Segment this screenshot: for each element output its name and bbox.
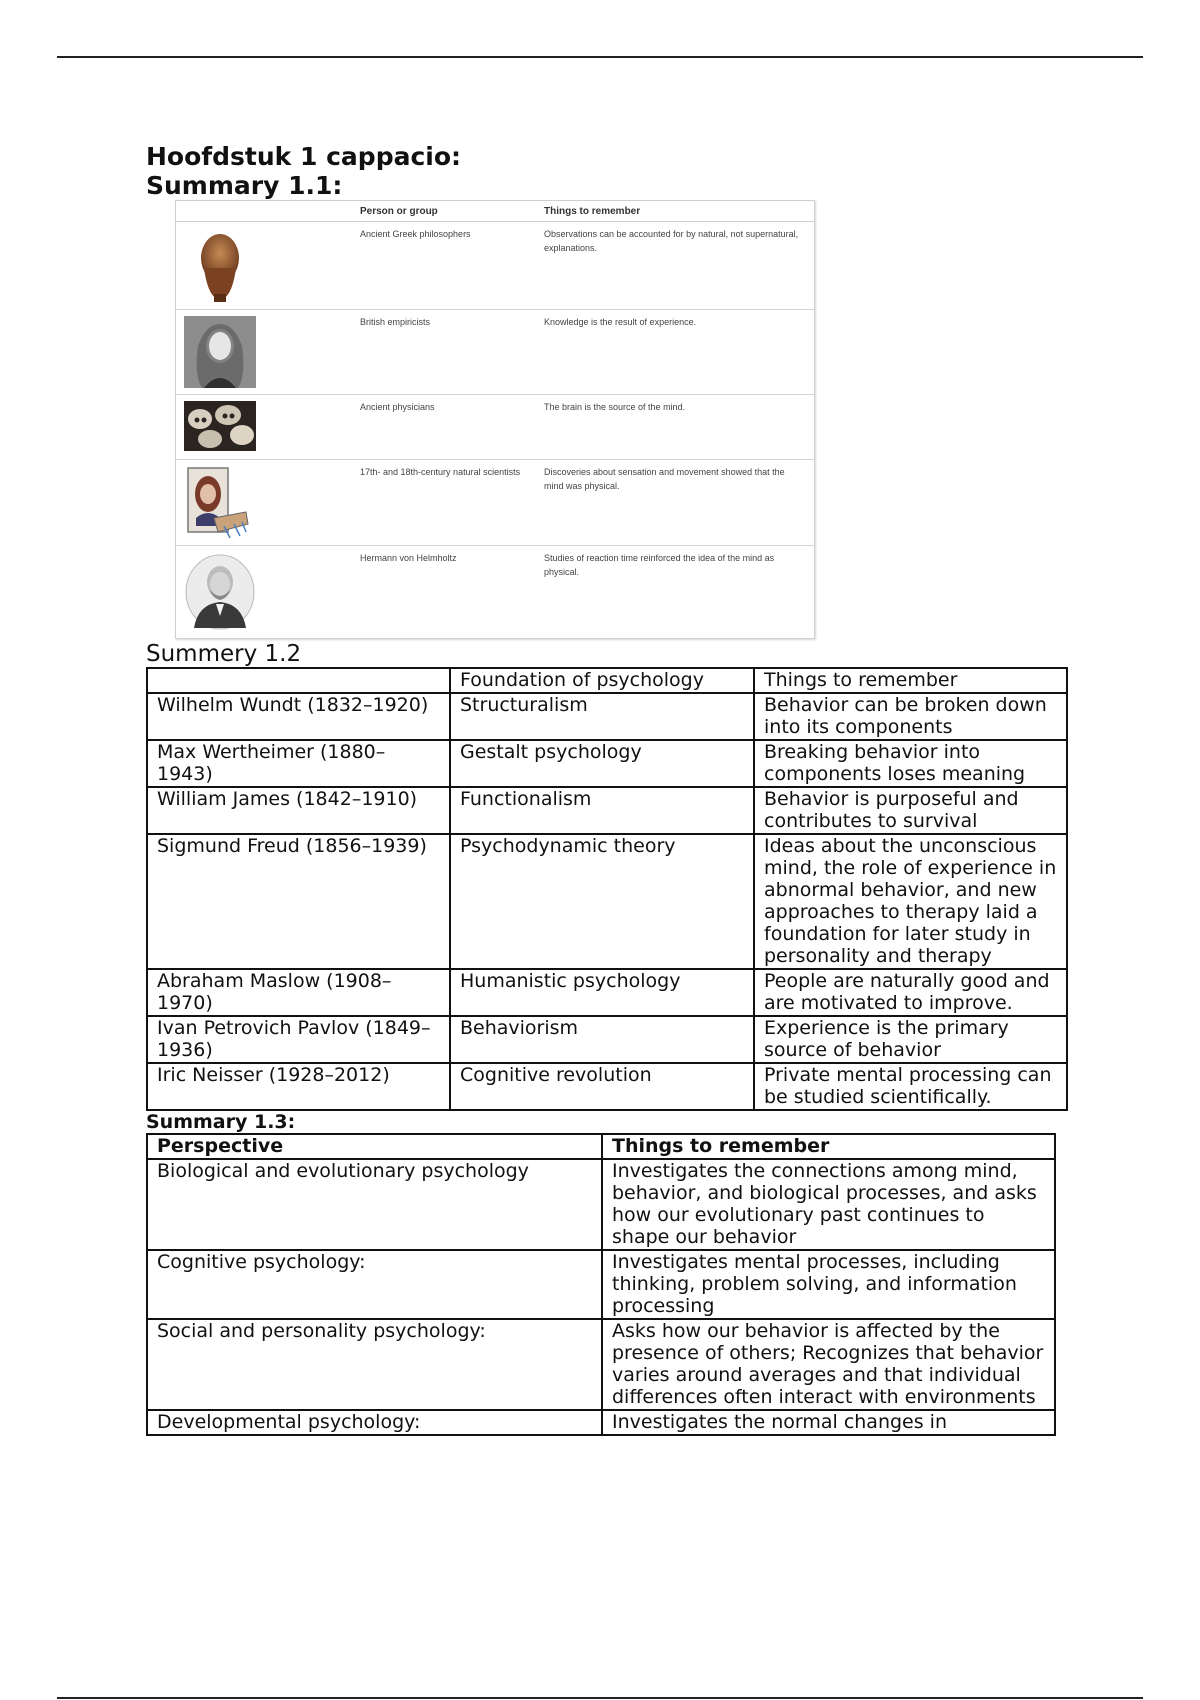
header-things-to-remember: Things to remember: [754, 668, 1067, 693]
person-name: Ancient physicians: [360, 402, 435, 412]
table-row: Cognitive psychology: Investigates mental processes, including thinking, problem solving, and information processing: [147, 1250, 1055, 1319]
header-rule: [57, 56, 1143, 58]
summary-1-1-row: [176, 460, 814, 546]
remember-text: Discoveries about sensation and movement showed that the mind was physical.: [544, 467, 785, 491]
table-row: Developmental psychology: Investigates the normal changes in: [147, 1410, 1055, 1435]
skulls-icon: [184, 401, 256, 451]
table-row: Biological and evolutionary psychology Investigates the connections among mind, behavior, and biological processes, and asks how our evolutionary past continues to shape our behavior: [147, 1159, 1055, 1250]
person-name: British empiricists: [360, 317, 431, 327]
table-row: Max Wertheimer (1880–1943) Gestalt psychology Breaking behavior into components loses meaning: [147, 740, 1067, 787]
table-row: Ivan Petrovich Pavlov (1849–1936) Behaviorism Experience is the primary source of behavior: [147, 1016, 1067, 1063]
table-row: Iric Neisser (1928–2012) Cognitive revolution Private mental processing can be studied scientifically.: [147, 1063, 1067, 1110]
remember-text: Observations can be accounted for by natural, not supernatural, explanations.: [544, 229, 799, 253]
summary-1-2-heading: Summery 1.2: [146, 641, 302, 667]
engraving-portrait-icon: [184, 552, 256, 630]
summary-1-2-table: [146, 667, 1068, 1111]
summary-1-3-table: [146, 1133, 1056, 1436]
person-name: 17th- and 18th-century natural scientists: [360, 467, 521, 477]
header-person: Person or group: [360, 205, 438, 217]
summary-1-1-row: [176, 395, 814, 460]
table-row: Sigmund Freud (1856–1939) Psychodynamic theory Ideas about the unconscious mind, the role of experience in abnormal behavior, and new approaches to therapy laid a foundation for later study in personality and therapy: [147, 834, 1067, 969]
summary-1-1-table: [175, 200, 815, 639]
table-header-row: [147, 668, 1067, 693]
footer-rule: [57, 1697, 1143, 1699]
page-title: Hoofdstuk 1 cappacio:: [146, 142, 462, 171]
remember-text: The brain is the source of the mind.: [544, 402, 686, 412]
remember-text: Knowledge is the result of experience.: [544, 317, 697, 327]
header-perspective: Perspective: [147, 1134, 602, 1159]
scientist-portrait-icon: [184, 466, 256, 540]
summary-1-1-heading: Summary 1.1:: [146, 171, 343, 200]
table-row: Social and personality psychology: Asks how our behavior is affected by the presence of others; Recognizes that behavior varies around averages and that individual differences often interact with environments: [147, 1319, 1055, 1410]
summary-1-1-row: [176, 546, 814, 638]
summary-1-1-header-row: [176, 201, 814, 222]
summary-1-1-row: [176, 222, 814, 310]
header-remember: Things to remember: [544, 205, 641, 217]
portrait-icon: [184, 316, 256, 388]
table-row: William James (1842–1910) Functionalism Behavior is purposeful and contributes to survival: [147, 787, 1067, 834]
document-body: [146, 142, 1086, 1436]
header-foundation: Foundation of psychology: [450, 668, 754, 693]
person-name: Ancient Greek philosophers: [360, 229, 471, 239]
summary-1-1-row: [176, 310, 814, 395]
remember-text: Studies of reaction time reinforced the idea of the mind as physical.: [544, 553, 775, 577]
summary-1-3-heading: Summary 1.3:: [146, 1111, 296, 1133]
header-things-to-remember: Things to remember: [602, 1134, 1055, 1159]
table-row: Wilhelm Wundt (1832–1920) Structuralism Behavior can be broken down into its components: [147, 693, 1067, 740]
person-name: Hermann von Helmholtz: [360, 553, 457, 563]
table-row: Abraham Maslow (1908–1970) Humanistic psychology People are naturally good and are motivated to improve.: [147, 969, 1067, 1016]
greek-bust-icon: [184, 228, 254, 304]
table-header-row: [147, 1134, 1055, 1159]
